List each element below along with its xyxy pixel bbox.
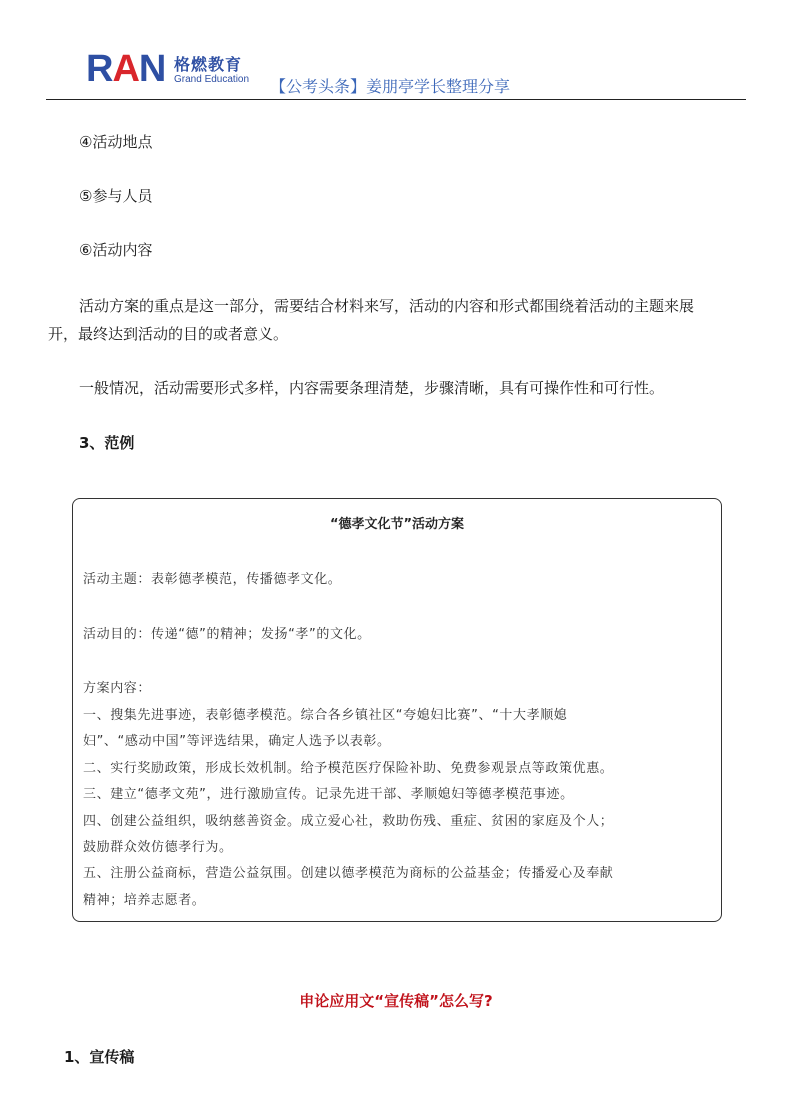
example-line: 鼓励群众效仿德孝行为。 xyxy=(83,840,233,855)
example-title: “德孝文化节”活动方案 xyxy=(329,517,465,532)
example-line: 妇”、“感动中国”等评选结果，确定人选予以表彰。 xyxy=(83,734,391,749)
list-item-location: ④活动地点 xyxy=(79,133,153,151)
section-heading-publicity: 1、宣传稿 xyxy=(64,1048,135,1066)
example-line: 精神；培养志愿者。 xyxy=(83,893,206,908)
paragraph-1-line-1: 活动方案的重点是这一部分，需要结合材料来写，活动的内容和形式都围绕着活动的主题来展 xyxy=(79,297,695,315)
next-article-title: 申论应用文“宣传稿”怎么写? xyxy=(299,992,493,1010)
page-header xyxy=(0,0,792,102)
logo-english-name: Grand Education xyxy=(174,74,250,85)
section-heading-example: 3、范例 xyxy=(79,434,135,452)
header-tagline: 【公考头条】姜朋亭学长整理分享 xyxy=(270,77,511,96)
example-box xyxy=(72,498,722,922)
example-content-label: 方案内容： xyxy=(83,681,152,696)
example-line: 一、搜集先进事迹，表彰德孝模范。综合各乡镇社区“夸媳妇比赛”、“十大孝顺媳 xyxy=(83,708,568,723)
example-purpose: 活动目的：传递“德”的精神；发扬“孝”的文化。 xyxy=(83,627,371,642)
paragraph-1-line-2: 开，最终达到活动的目的或者意义。 xyxy=(48,325,289,343)
example-line: 四、创建公益组织，吸纳慈善资金。成立爱心社，救助伤残、重症、贫困的家庭及个人； xyxy=(83,814,614,829)
example-theme: 活动主题：表彰德孝模范，传播德孝文化。 xyxy=(83,572,342,587)
list-item-content: ⑥活动内容 xyxy=(79,241,153,259)
logo-mark xyxy=(86,50,165,88)
example-line: 三、建立“德孝文苑”，进行激励宣传。记录先进干部、孝顺媳妇等德孝模范事迹。 xyxy=(83,787,574,802)
logo-chinese-name: 格燃教育 xyxy=(174,55,243,74)
logo-text: RAN xyxy=(86,48,166,90)
example-line: 五、注册公益商标，营造公益氛围。创建以德孝模范为商标的公益基金；传播爱心及奉献 xyxy=(83,866,614,881)
header-divider xyxy=(46,99,746,100)
list-item-participants: ⑤参与人员 xyxy=(79,187,153,205)
paragraph-2: 一般情况，活动需要形式多样，内容需要条理清楚，步骤清晰，具有可操作性和可行性。 xyxy=(79,379,665,397)
example-line: 二、实行奖励政策，形成长效机制。给予模范医疗保险补助、免费参观景点等政策优惠。 xyxy=(83,761,614,776)
